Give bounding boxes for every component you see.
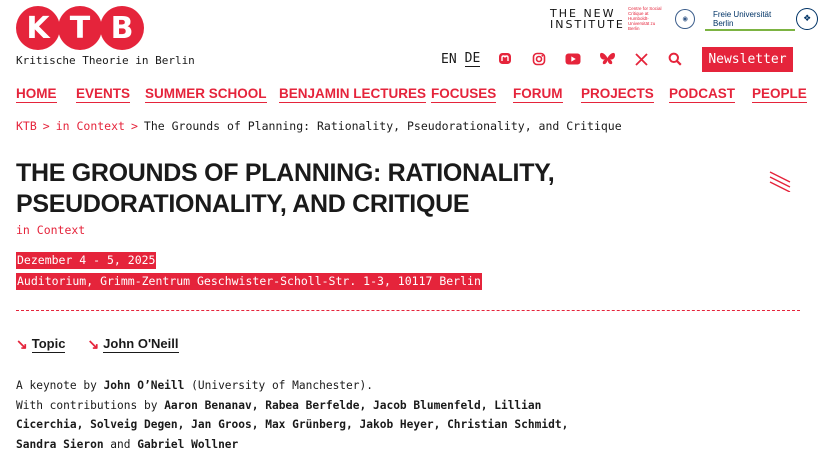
breadcrumb: [16, 119, 622, 133]
event-date: Dezember 4 - 5, 2025: [17, 253, 156, 267]
anchor-topic-label: Topic: [31, 336, 66, 351]
partner-fu-label: Freie Universität Berlin: [712, 9, 772, 28]
logo-subtitle: Kritische Theorie in Berlin: [16, 54, 195, 67]
contributors-line-3: Sandra Sieron and Gabriel Wollner: [16, 437, 239, 451]
logo-letter-t: T: [58, 6, 102, 50]
arrow-down-right-icon: ↘: [87, 336, 100, 352]
nav-projects[interactable]: PROJECTS: [581, 86, 654, 101]
nav-events[interactable]: EVENTS: [76, 86, 131, 101]
arrow-down-right-icon: ↘: [16, 336, 28, 352]
newsletter-button[interactable]: Newsletter: [702, 47, 792, 72]
fu-seal-icon: ❖: [796, 8, 818, 30]
nav-forum[interactable]: FORUM: [513, 86, 563, 101]
breadcrumb-root[interactable]: KTB: [16, 119, 37, 133]
x-icon[interactable]: [624, 53, 658, 66]
instagram-icon[interactable]: [522, 52, 556, 66]
contributors-line-2: Cicerchia, Solveig Degen, Jan Groos, Max Grünberg, Jakob Heyer, Christian Schmidt,: [16, 418, 569, 431]
anchor-john-oneill-label: John O'Neill: [103, 336, 179, 351]
logo-letter-k: K: [16, 6, 60, 50]
event-description: [16, 376, 616, 454]
bluesky-icon[interactable]: [590, 52, 624, 66]
partner-logos: [550, 6, 820, 31]
category-link[interactable]: in Context: [16, 223, 86, 237]
site-logo[interactable]: [16, 6, 195, 67]
nav-home[interactable]: HOME: [16, 86, 57, 101]
breadcrumb-current: The Grounds of Planning: Rationality, Pseudorationality, and Critique: [143, 119, 622, 133]
breadcrumb-section[interactable]: in Context: [55, 119, 125, 133]
lang-de-link[interactable]: DE: [464, 51, 481, 66]
anchor-links: [16, 336, 201, 353]
anchor-topic[interactable]: [16, 336, 65, 353]
partner-centre-social-critique[interactable]: Centre for Social Critique at Humboldt-Universität zu Berlin: [628, 6, 662, 31]
breadcrumb-separator: >: [42, 119, 50, 133]
event-venue: Auditorium, Grimm-Zentrum Geschwister-Scholl-Str. 1-3, 10117 Berlin: [17, 274, 481, 288]
utility-bar: [441, 46, 793, 72]
partner-new-institute[interactable]: THE NEW INSTITUTE: [550, 6, 625, 31]
search-icon[interactable]: [658, 52, 692, 66]
nav-podcast[interactable]: PODCAST: [669, 86, 736, 101]
nav-benjamin-lectures[interactable]: BENJAMIN LECTURES: [279, 86, 427, 101]
dashed-divider: [16, 310, 800, 311]
mastodon-icon[interactable]: [488, 52, 522, 66]
page-title: THE GROUNDS OF PLANNING: RATIONALITY, PSEUDORATIONALITY, AND CRITIQUE: [16, 159, 555, 218]
logo-letter-b: B: [100, 6, 144, 50]
breadcrumb-separator: >: [130, 119, 138, 133]
keynote-speaker: John O’Neill: [103, 379, 185, 392]
nav-focuses[interactable]: FOCUSES: [431, 86, 497, 101]
humboldt-seal-icon[interactable]: ◉: [675, 9, 695, 29]
keynote-line: A keynote by John O’Neill (University of Manchester).: [16, 379, 373, 392]
anchor-john-oneill[interactable]: [87, 336, 178, 353]
nav-summer-school[interactable]: SUMMER SCHOOL: [145, 86, 267, 101]
partner-freie-universitaet[interactable]: [713, 8, 820, 30]
nav-people[interactable]: PEOPLE: [752, 86, 807, 101]
lang-en-link[interactable]: EN: [441, 51, 457, 67]
partner-fu-underline: [705, 29, 795, 31]
share-icon[interactable]: [768, 166, 794, 196]
youtube-icon[interactable]: [556, 53, 590, 65]
contributors-line-1: With contributions by Aaron Benanav, Rabea Berfelde, Jacob Blumenfeld, Lillian: [16, 398, 542, 412]
